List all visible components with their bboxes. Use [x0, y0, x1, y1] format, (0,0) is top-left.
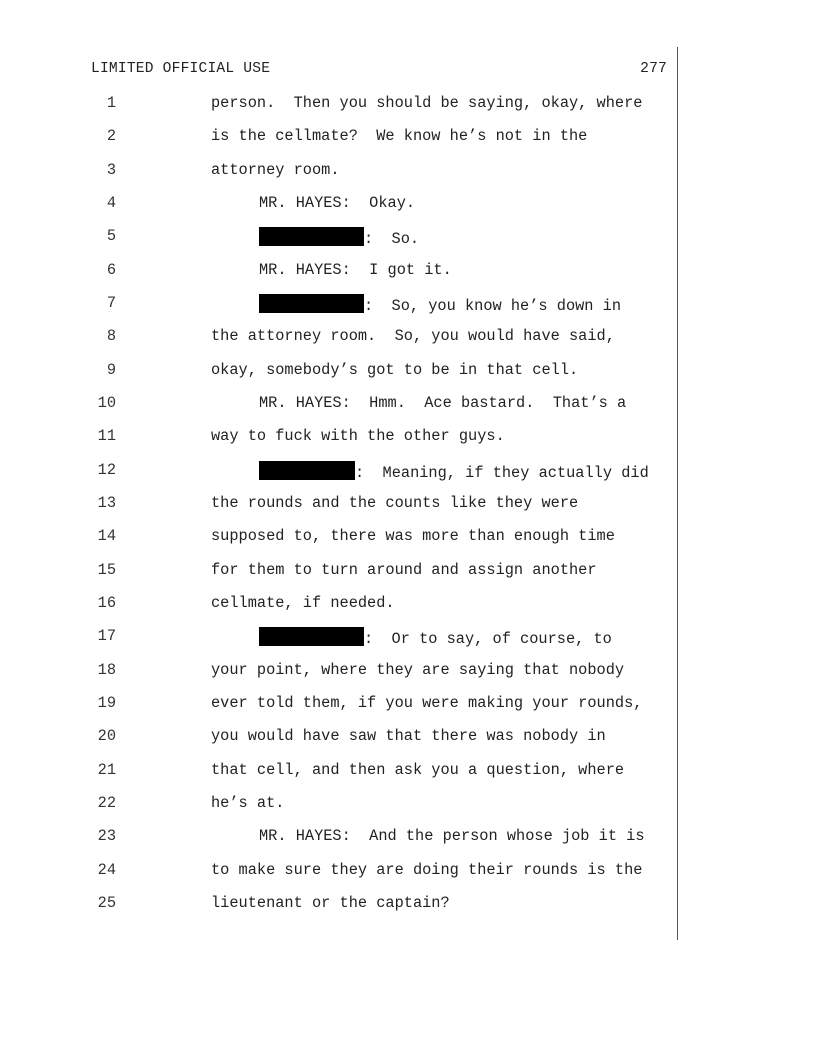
line-text: person. Then you should be saying, okay, where [211, 94, 643, 112]
transcript-line [0, 194, 816, 214]
transcript-line [0, 327, 816, 347]
redaction-box [259, 227, 364, 246]
line-number: 9 [106, 361, 116, 379]
redaction-box [259, 294, 364, 313]
line-number: 5 [106, 227, 116, 245]
transcript-line [0, 161, 816, 181]
transcript-line [0, 127, 816, 147]
line-text: cellmate, if needed. [211, 594, 395, 612]
transcript-line [0, 794, 816, 814]
transcript-line [0, 394, 816, 414]
transcript-line [0, 427, 816, 447]
line-number: 7 [106, 294, 116, 312]
page-header [91, 61, 667, 81]
line-number: 2 [106, 127, 116, 145]
line-text: for them to turn around and assign another [211, 561, 597, 579]
page-number: 277 [640, 61, 667, 77]
line-text: MR. HAYES: And the person whose job it is [259, 827, 645, 845]
speaker-redacted [259, 461, 649, 482]
line-number: 21 [97, 761, 116, 779]
line-text: is the cellmate? We know he’s not in the [211, 127, 588, 145]
transcript-line [0, 461, 816, 481]
line-text: that cell, and then ask you a question, where [211, 761, 625, 779]
line-number: 8 [106, 327, 116, 345]
line-text: : Meaning, if they actually did [355, 464, 649, 482]
transcript-line [0, 527, 816, 547]
transcript-line [0, 827, 816, 847]
transcript-line [0, 894, 816, 914]
transcript-line [0, 361, 816, 381]
transcript-line [0, 294, 816, 314]
transcript-line [0, 727, 816, 747]
transcript-line [0, 261, 816, 281]
line-text: your point, where they are saying that nobody [211, 661, 625, 679]
transcript-line [0, 661, 816, 681]
speaker-redacted [259, 627, 612, 648]
line-number: 19 [97, 694, 116, 712]
line-text: you would have saw that there was nobody in [211, 727, 606, 745]
transcript-line [0, 227, 816, 247]
line-number: 6 [106, 261, 116, 279]
line-text: ever told them, if you were making your rounds, [211, 694, 643, 712]
line-text: : Or to say, of course, to [364, 630, 612, 648]
transcript-line [0, 627, 816, 647]
line-text: : So, you know he’s down in [364, 297, 622, 315]
line-number: 3 [106, 161, 116, 179]
line-text: MR. HAYES: Okay. [259, 194, 416, 212]
line-number: 17 [97, 627, 116, 645]
line-number: 23 [97, 827, 116, 845]
redaction-box [259, 627, 364, 646]
line-number: 14 [97, 527, 116, 545]
line-number: 20 [97, 727, 116, 745]
transcript-line [0, 494, 816, 514]
line-text: lieutenant or the captain? [211, 894, 450, 912]
line-number: 22 [97, 794, 116, 812]
line-number: 4 [106, 194, 116, 212]
line-text: : So. [364, 230, 420, 248]
line-text: attorney room. [211, 161, 340, 179]
line-text: the rounds and the counts like they were [211, 494, 579, 512]
line-number: 10 [97, 394, 116, 412]
line-text: the attorney room. So, you would have said, [211, 327, 615, 345]
line-number: 18 [97, 661, 116, 679]
line-number: 15 [97, 561, 116, 579]
line-number: 12 [97, 461, 116, 479]
line-number: 16 [97, 594, 116, 612]
redaction-box [259, 461, 355, 480]
transcript-line [0, 561, 816, 581]
line-text: supposed to, there was more than enough time [211, 527, 615, 545]
speaker-redacted [259, 227, 419, 248]
line-text: MR. HAYES: I got it. [259, 261, 452, 279]
line-text: to make sure they are doing their rounds is the [211, 861, 643, 879]
transcript-line [0, 861, 816, 881]
line-text: MR. HAYES: Hmm. Ace bastard. That’s a [259, 394, 627, 412]
line-text: okay, somebody’s got to be in that cell. [211, 361, 579, 379]
transcript-line [0, 594, 816, 614]
line-number: 13 [97, 494, 116, 512]
line-number: 24 [97, 861, 116, 879]
transcript-line [0, 94, 816, 114]
transcript-line [0, 694, 816, 714]
speaker-redacted [259, 294, 621, 315]
line-text: way to fuck with the other guys. [211, 427, 505, 445]
line-text: he’s at. [211, 794, 285, 812]
transcript-line [0, 761, 816, 781]
line-number: 11 [97, 427, 116, 445]
line-number: 1 [106, 94, 116, 112]
line-number: 25 [97, 894, 116, 912]
classification-marking: LIMITED OFFICIAL USE [91, 61, 271, 77]
